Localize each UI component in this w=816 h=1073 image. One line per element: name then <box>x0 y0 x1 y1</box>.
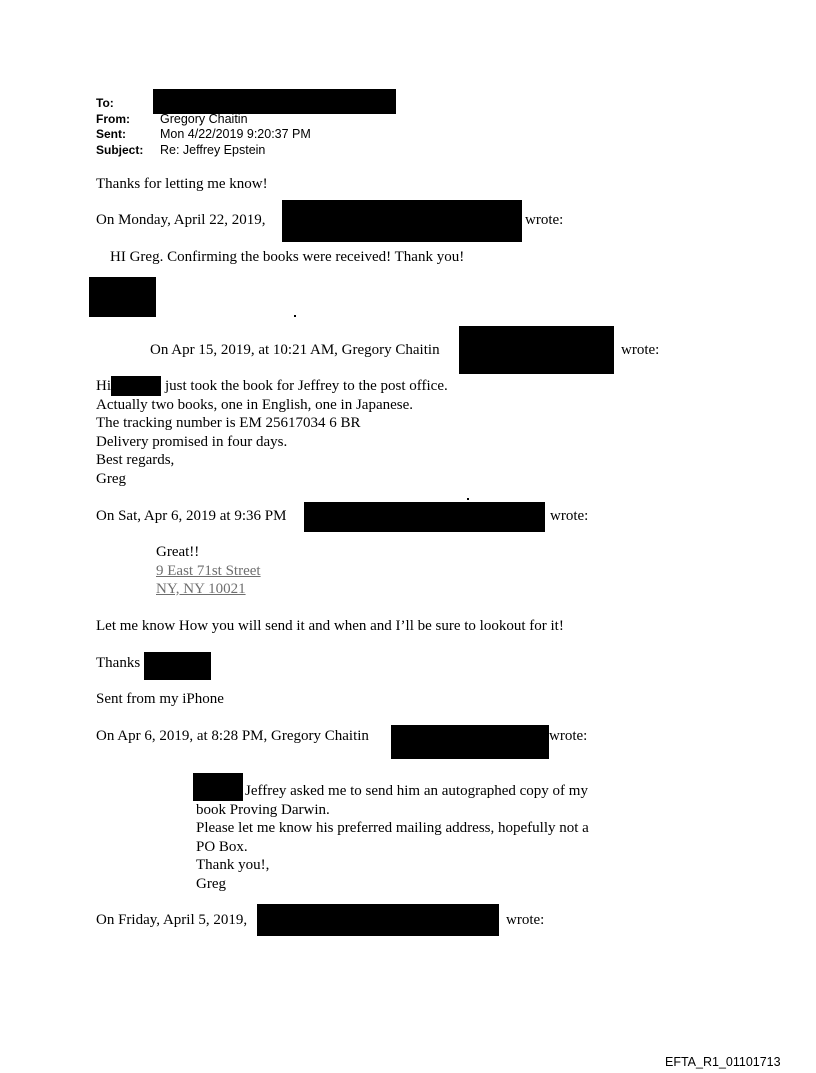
quote-header: On Apr 6, 2019, at 8:28 PM, Gregory Chaitin <box>96 728 369 744</box>
quote-line: Delivery promised in four days. <box>96 434 288 450</box>
quote-line: The tracking number is EM 25617034 6 BR <box>96 415 361 431</box>
wrote-label: wrote: <box>550 508 589 524</box>
redaction-box <box>193 773 243 801</box>
redaction-box <box>282 200 522 242</box>
quote-line: Jeffrey asked me to send him an autographed copy of my <box>245 783 588 799</box>
quote-line: PO Box. <box>196 839 248 855</box>
quote-line: just took the book for Jeffrey to the post office. <box>165 378 448 394</box>
quote-header: On Sat, Apr 6, 2019 at 9:36 PM <box>96 508 287 524</box>
reply-text: Thanks for letting me know! <box>96 176 268 192</box>
from-label: From: <box>96 112 130 126</box>
from-value: Gregory Chaitin <box>160 112 248 126</box>
to-label: To: <box>96 96 114 110</box>
redaction-box <box>111 376 161 396</box>
sent-value: Mon 4/22/2019 9:20:37 PM <box>160 127 311 141</box>
quote-line: Thank you!, <box>196 857 270 873</box>
address-link[interactable]: 9 East 71st Street <box>156 563 261 579</box>
subject-label: Subject: <box>96 143 144 157</box>
sent-label: Sent: <box>96 127 126 141</box>
quote-header: On Friday, April 5, 2019, <box>96 912 248 928</box>
quote-line: Let me know How you will send it and when and I’ll be sure to lookout for it! <box>96 618 564 634</box>
redaction-box <box>153 89 396 114</box>
document-id: EFTA_R1_01101713 <box>665 1055 781 1069</box>
quote-line: Best regards, <box>96 452 175 468</box>
redaction-box <box>144 652 211 680</box>
subject-value: Re: Jeffrey Epstein <box>160 143 266 157</box>
quote-line: Hi <box>96 378 111 394</box>
quote-line: Thanks <box>96 655 141 671</box>
quote-text: HI Greg. Confirming the books were received! Thank you! <box>110 249 465 265</box>
redaction-box <box>391 725 549 759</box>
quote-line: Sent from my iPhone <box>96 691 224 707</box>
redaction-box <box>459 326 614 374</box>
redaction-box <box>89 277 156 317</box>
quote-header: On Monday, April 22, 2019, <box>96 212 266 228</box>
quote-line: Actually two books, one in English, one in Japanese. <box>96 397 414 413</box>
quote-line: Greg <box>96 471 126 487</box>
quote-line: Great!! <box>156 544 200 560</box>
wrote-label: wrote: <box>549 728 588 744</box>
stray-mark <box>467 498 469 500</box>
quote-line: Greg <box>196 876 226 892</box>
quote-line: book Proving Darwin. <box>196 802 330 818</box>
stray-mark <box>294 315 296 317</box>
redaction-box <box>304 502 545 532</box>
wrote-label: wrote: <box>506 912 545 928</box>
redaction-box <box>257 904 499 936</box>
quote-header: On Apr 15, 2019, at 10:21 AM, Gregory Chaitin <box>150 342 440 358</box>
quote-line: Please let me know his preferred mailing address, hopefully not a <box>196 820 589 836</box>
wrote-label: wrote: <box>621 342 660 358</box>
wrote-label: wrote: <box>525 212 564 228</box>
address-link[interactable]: NY, NY 10021 <box>156 581 246 597</box>
